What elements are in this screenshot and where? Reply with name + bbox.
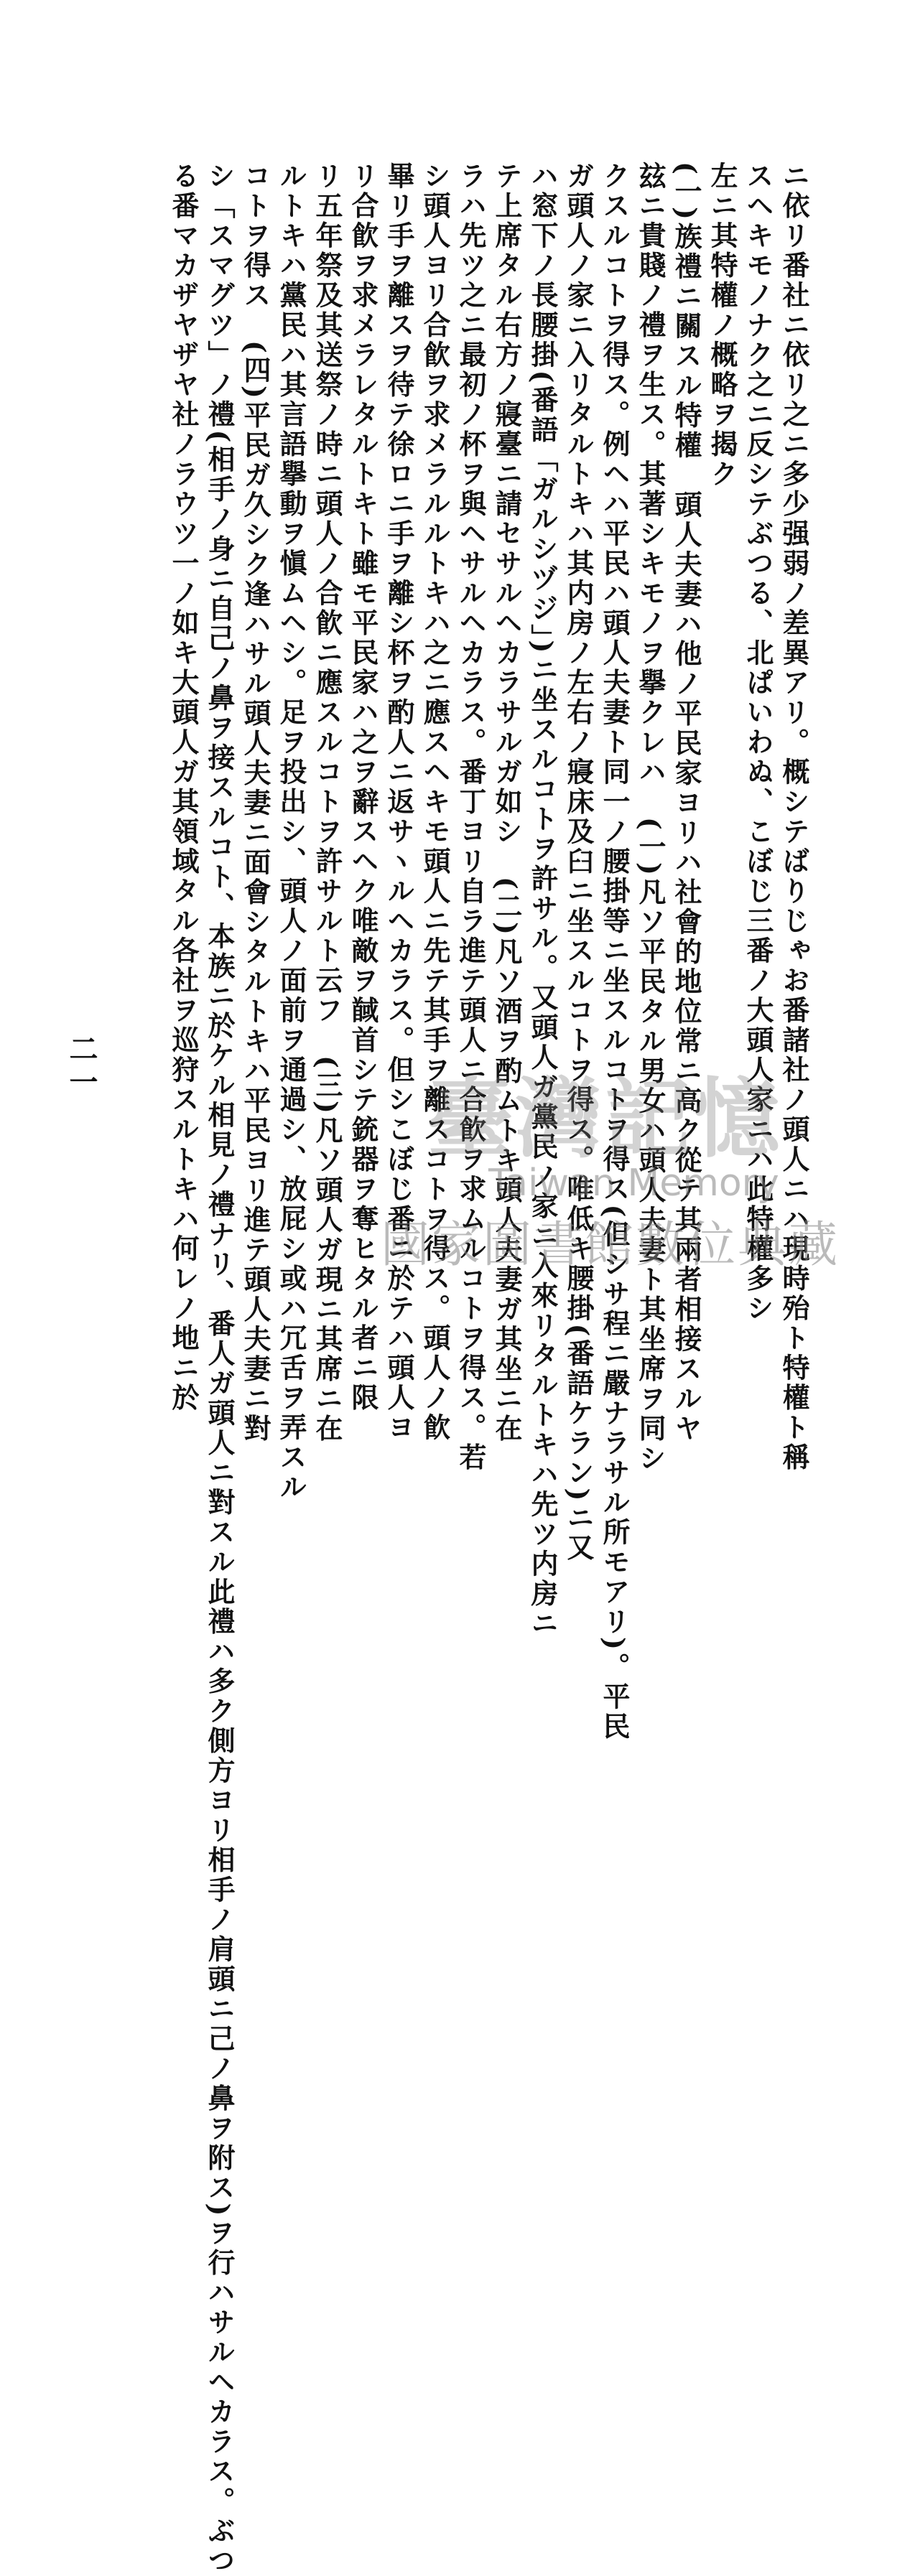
text-column: シ頭人ヨリ合飮ヲ求メラルルトキハ之ニ應スヘキモ頭人ニ先テ其手ヲ離スコトヲ得ス。頭人ノ飮 <box>419 162 451 1443</box>
watermark-title: 臺灣記憶 <box>427 1070 783 1170</box>
text-column: スヘキモノナク之ニ反シテぶつる、北ぱいわぬ、こぼじ三番ノ大頭人家ニハ此特權多シ <box>742 162 774 1324</box>
text-column: ハ窓下ノ長腰掛(番語「ガルシヅジ」)ニ坐スルコトヲ許サル。又頭人ガ黨民ノ家ニ入來リタルトキハ先ツ内房ニ <box>526 162 559 1639</box>
page-number: 二一 <box>65 1034 98 1100</box>
text-column: リ五年祭及其送祭ノ時ニ頭人ノ合飮ニ應スルコトヲ許サルト云フ (三)凡ソ頭人ガ現ニ其席ニ在 <box>311 162 343 1444</box>
text-column: る番マカザヤザヤ社ノラウツ一ノ如キ大頭人ガ其領域タル各社ヲ巡狩スルトキハ何レノ地ニ於 <box>167 162 200 1413</box>
text-column: テ上席タル右方ノ寢臺ニ請セサルヘカラサルガ如シ (二)凡ソ酒ヲ酌ムトキ頭人夫妻ガ其坐ニ在 <box>491 162 523 1444</box>
text-column: 左ニ其特權ノ概略ヲ揭ク <box>706 162 738 490</box>
text-column: リ合飮ヲ求メラレタルトキト雖モ平民家ハ之ヲ辭スヘク唯敵ヲ馘首シテ銃器ヲ奪ヒタル者ニ限 <box>347 162 379 1413</box>
watermark <box>381 1070 840 1274</box>
text-column: 畢リ手ヲ離スヲ待テ徐ロニ手ヲ離シ杯ヲ酌人ニ返サヽルヘカラス。但シこぼじ番ニ於テハ頭人ヨ <box>383 162 415 1443</box>
text-column: (一)族禮ニ關スル特權 頭人夫妻ハ他ノ平民家ヨリハ社會的地位常ニ高ク從テ其兩者相接スルヤ <box>670 162 702 1444</box>
text-column: ラハ先ツ之ニ最初ノ杯ヲ與ヘサルヘカラス。番丁ヨリ自ラ進テ頭人ニ合飮ヲ求ムルコトヲ得ス。若 <box>455 162 487 1473</box>
text-column: ルトキハ黨民ハ其言語擧動ヲ愼ムヘシ。足ヲ投出シ、頭人ノ面前ヲ通過シ、放屁シ或ハ冗舌ヲ弄スル <box>275 162 307 1503</box>
text-column: コトヲ得ス (四)平民ガ久シク逢ハサル頭人夫妻ニ面會シタルトキハ平民ヨリ進テ頭人夫妻ニ對 <box>239 162 271 1444</box>
watermark-english: Taiwan Memory <box>488 1162 779 1205</box>
text-column: ニ依リ番社ニ依リ之ニ多少强弱ノ差異アリ。概シテばりじゃお番諸社ノ頭人ニハ現時殆ト特權ト稱 <box>778 162 810 1473</box>
watermark-subtitle: 國家圖書館數位典藏 <box>381 1217 840 1274</box>
text-column: ガ頭人ノ家ニ入リタルトキハ其内房ノ左右ノ寢床及臼ニ坐スルコトヲ得ス。唯低キ腰掛(番語ケラン)ニ又 <box>562 162 595 1563</box>
text-column: 玆ニ貴賤ノ禮ヲ生ス。其著シキモノヲ擧クレハ (一)凡ソ平民タル男女ハ頭人夫妻ト其坐席ヲ同シ <box>634 162 667 1474</box>
text-column: シ「スマグツ」ノ禮(相手ノ身ニ自己ノ鼻ヲ接スルコト、本族ニ於ケル相見ノ禮ナリ、番人ガ頭人ニ對スル此禮ハ多ク側方ヨリ相手ノ肩頭ニ己ノ鼻ヲ附ス)ヲ行ハサルヘカラス。ぶつ <box>203 162 236 2576</box>
text-column: クスルコトヲ得ス。例ヘハ平民ハ頭人夫妻ト同一ノ腰掛等ニ坐スルコトヲ得ス(但シサ程ニ嚴ナラサル所モアリ)。平民 <box>598 162 631 1742</box>
